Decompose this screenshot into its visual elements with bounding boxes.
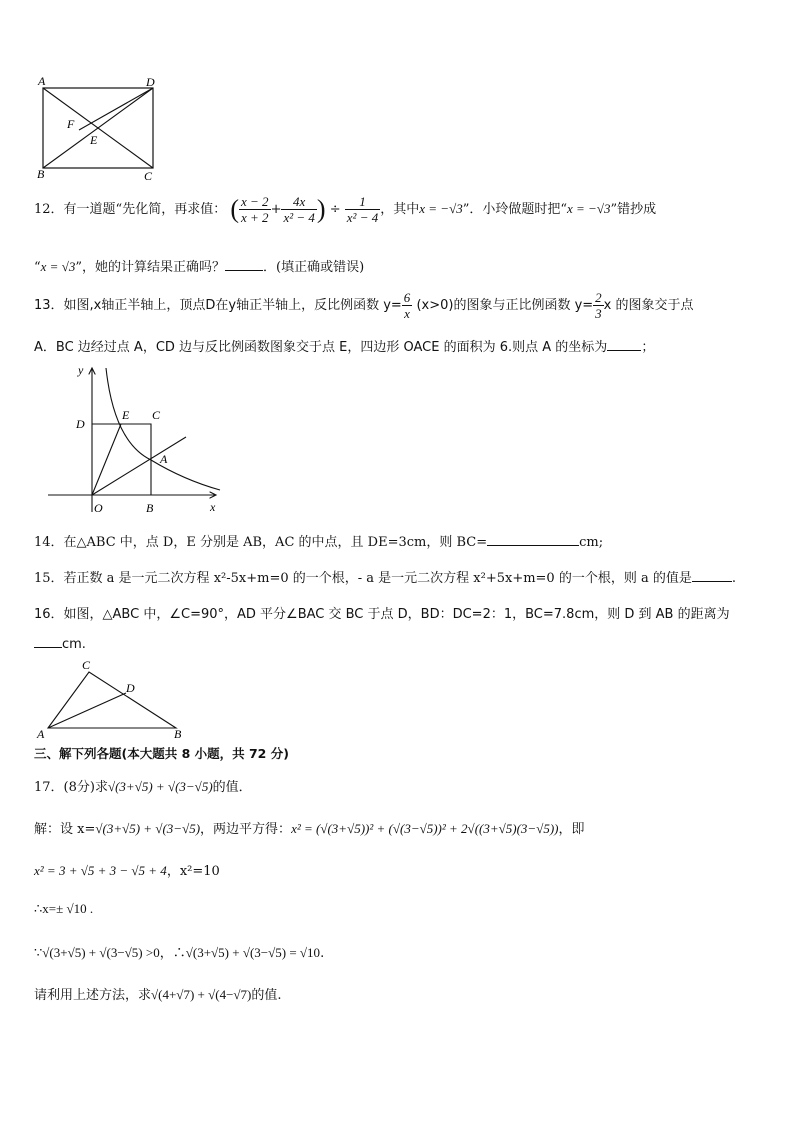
- line-y-2-3-x: [92, 437, 186, 495]
- question-15: [34, 567, 736, 586]
- plus-sign: +: [270, 202, 282, 217]
- question-text: 有一道题“先化简，再求值：: [63, 202, 227, 217]
- label-x: x: [210, 500, 216, 514]
- solution-line-5: [34, 984, 282, 1003]
- figure-rectangle: [34, 72, 164, 184]
- solution-text: 的值.: [251, 988, 282, 1003]
- answer-blank[interactable]: [692, 581, 732, 582]
- rectangle-dc-cb: [92, 424, 151, 495]
- solution-line-1: [34, 818, 585, 837]
- condition: x = √3: [40, 259, 76, 274]
- figure-graph: [44, 362, 230, 518]
- question-text: 如图,x轴正半轴上，顶点D在y轴正半轴上，反比例函数 y=: [63, 298, 402, 313]
- solution-text: 解：设 x=: [34, 822, 96, 837]
- fraction-2: $\frac{4x}{\text{x² − 4}}$: [283, 194, 315, 225]
- question-text: 的值．: [212, 780, 252, 795]
- punct: .: [320, 946, 325, 961]
- solution-text: ，两边平方得：: [200, 822, 292, 837]
- question-12-line-1: 12．有一道题“先化简，再求值： ( $\frac{x - 2}{x + 2}$ + $\frac{4x}{\text{x² − 4}}$ ) ÷ $\frac{1}{\text{x² − 4}}$ ，其中x = −√3”．小玲做题时把“x = −√3”错抄成: [34, 194, 657, 225]
- label-e: E: [90, 133, 98, 147]
- divide-sign: ÷: [329, 202, 341, 217]
- question-13-line-1: [34, 290, 694, 321]
- question-13-line-2: [34, 336, 654, 355]
- question-text: ”，她的计算结果正确吗？: [75, 260, 225, 275]
- quote: “: [34, 260, 41, 275]
- therefore-symbol: ，∴: [159, 946, 186, 961]
- math-expression: √(3+√5) + √(3−√5): [95, 821, 201, 836]
- question-text: ”．小玲做题时把“: [462, 202, 567, 217]
- question-12-line-2: [34, 256, 364, 275]
- question-text: x 的图象交于点: [603, 298, 694, 313]
- label-c: C: [152, 408, 161, 422]
- math-expression: √(4+√7) + √(4−√7): [151, 987, 252, 1002]
- segment-oe: [92, 424, 121, 495]
- math-expression: x² = 3 + √5 + 3 − √5 + 4: [34, 863, 167, 878]
- segment-fd: [79, 88, 153, 130]
- label-b: B: [146, 501, 154, 515]
- label-a: A: [160, 452, 168, 466]
- because-symbol: ∵: [34, 946, 43, 961]
- label-f: F: [67, 117, 75, 131]
- question-text: ，其中: [380, 202, 420, 217]
- condition: x = −√3: [419, 201, 463, 216]
- question-number: 12．: [34, 202, 64, 217]
- solution-line-4: [34, 942, 324, 961]
- question-17: [34, 776, 252, 795]
- question-text: 15．若正数 a 是一元二次方程 x²-5x+m=0 的一个根，- a 是一元二次方程 x²+5x+m=0 的一个根，则 a 的值是: [34, 571, 692, 586]
- solution-text: 请利用上述方法，求: [34, 988, 152, 1003]
- question-text: (x>0)的图象与正比例函数 y=: [416, 298, 594, 313]
- answer-blank[interactable]: [607, 350, 641, 351]
- answer-blank[interactable]: [225, 270, 263, 271]
- fraction-1: $\frac{x - 2}{x + 2}$: [241, 194, 269, 225]
- hyperbola-curve: [106, 368, 220, 490]
- question-text: ．(填正确或错误): [263, 260, 365, 275]
- label-y: y: [78, 363, 84, 377]
- label-b: B: [174, 727, 182, 740]
- label-b: B: [37, 167, 45, 181]
- label-d: D: [146, 75, 155, 89]
- solution-line-2: [34, 860, 220, 879]
- solution-text: ，x²=10: [166, 864, 220, 879]
- punct: .: [731, 571, 736, 586]
- math-expression: x² = (√(3+√5))² + (√(3−√5))² + 2√((3+√5)(3−√5)): [291, 821, 559, 836]
- section-heading: 三、解下列各题(本大题共 8 小题，共 72 分): [34, 746, 289, 761]
- label-d: D: [76, 417, 85, 431]
- question-14: [34, 531, 603, 550]
- label-e: E: [122, 408, 130, 422]
- fraction-6-over-x: $\frac{6}{x}$: [403, 290, 411, 321]
- question-16-line-2: [34, 637, 86, 652]
- question-text: A．BC 边经过点 A，CD 边与反比例函数图象交于点 E，四边形 OACE 的面积为 6.则点 A 的坐标为: [34, 340, 608, 355]
- math-expression: √(3+√5) + √(3−√5): [107, 779, 213, 794]
- math-expression: √(3+√5) + √(3−√5) >0: [42, 945, 160, 960]
- punct: ；: [641, 340, 655, 355]
- fraction-3: $\frac{1}{\text{x² − 4}}$: [346, 194, 379, 225]
- segment-ad: [48, 693, 126, 728]
- question-text: cm.: [62, 637, 86, 652]
- solution-line-3: [34, 901, 93, 917]
- solution-text: ，即: [558, 822, 585, 837]
- label-c: C: [144, 169, 153, 183]
- math-expression: √(3+√5) + √(3−√5) = √10: [185, 945, 321, 960]
- fraction-2-over-3: $\frac{2}{3}$: [595, 290, 602, 321]
- figure-triangle: [34, 656, 194, 740]
- label-d: D: [126, 681, 135, 695]
- answer-blank[interactable]: [487, 545, 579, 546]
- label-a: A: [37, 727, 45, 740]
- question-text: 14．在△ABC 中，点 D，E 分别是 AB，AC 的中点，且 DE=3cm，则 BC=: [34, 535, 488, 550]
- math-expression: ∴x=± √10 .: [34, 901, 94, 916]
- question-text: 17．(8分)求: [34, 780, 108, 795]
- question-text: 16．如图，△ABC 中，∠C=90°，AD 平分∠BAC 交 BC 于点 D，BD：DC=2：1，BC=7.8cm，则 D 到 AB 的距离为: [34, 607, 730, 622]
- label-o: O: [94, 501, 103, 515]
- condition: x = −√3: [567, 201, 611, 216]
- question-text: ”错抄成: [610, 202, 657, 217]
- unit: cm;: [579, 535, 604, 550]
- answer-blank[interactable]: [34, 647, 62, 648]
- question-16-line-1: [34, 603, 730, 622]
- label-a: A: [38, 74, 46, 88]
- question-number: 13．: [34, 298, 64, 313]
- label-c: C: [82, 658, 91, 672]
